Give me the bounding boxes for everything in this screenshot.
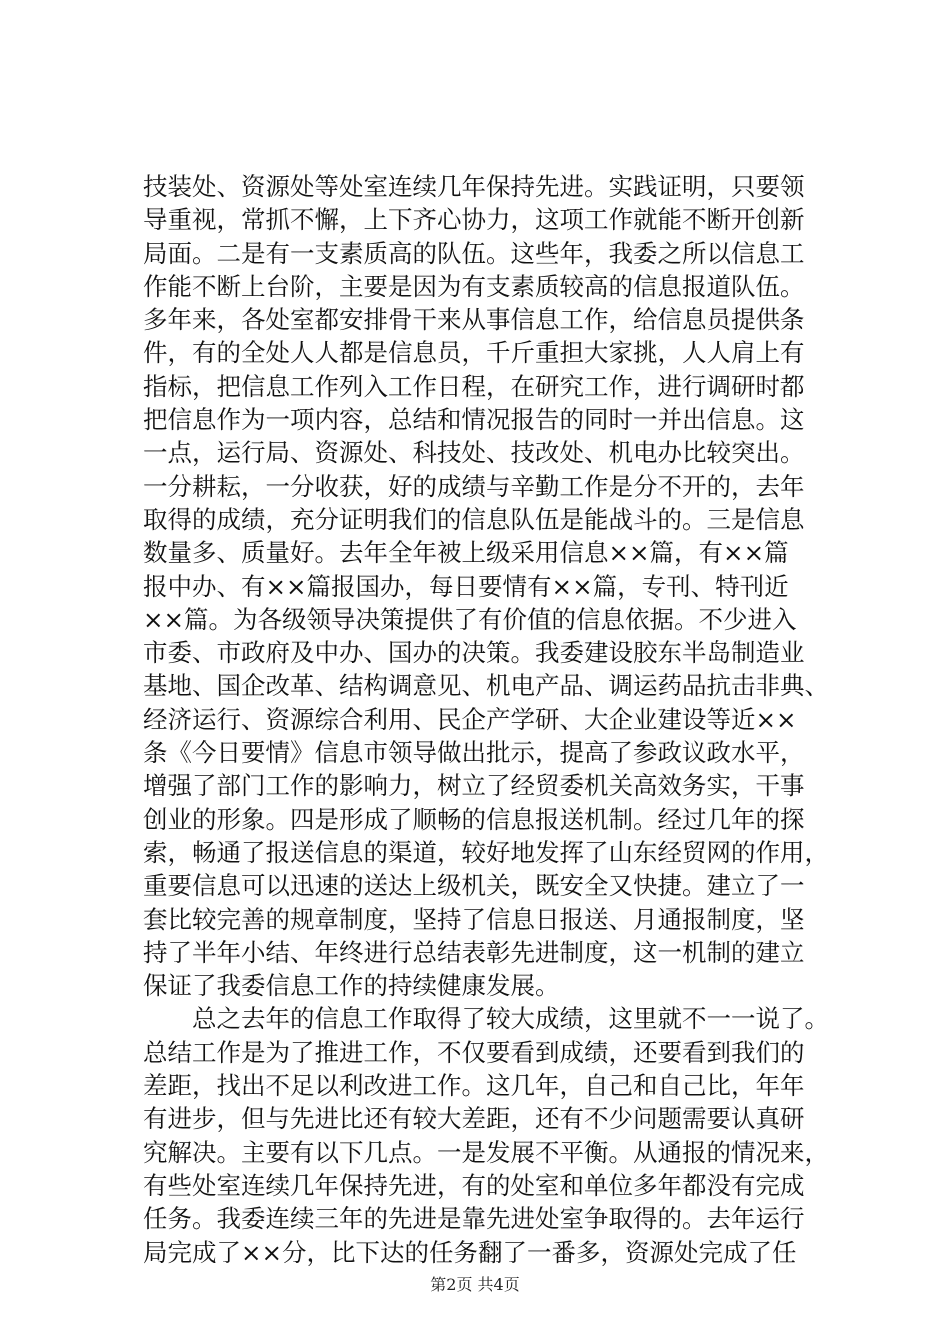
text-line: 数量多、质量好。去年全年被上级采用信息××篇，有××篇 [143,538,789,568]
text-line: 创业的形象。四是形成了顺畅的信息报送机制。经过几年的探 [143,804,805,834]
text-line: 技装处、资源处等处室连续几年保持先进。实践证明，只要领 [143,172,805,201]
text-line: 取得的成绩，充分证明我们的信息队伍是能战斗的。三是信息 [143,504,805,534]
text-line: 把信息作为一项内容，总结和情况报告的同时一并出信息。这 [143,405,805,435]
text-line: 套比较完善的规章制度，坚持了信息日报送、月通报制度，坚 [143,904,805,934]
text-line: 条《今日要情》信息市领导做出批示，提高了参政议政水平， [143,738,805,768]
text-line: 总之去年的信息工作取得了较大成绩，这里就不一一说了。 [143,1004,829,1034]
text-line: 经济运行、资源综合利用、民企产学研、大企业建设等近×× [143,704,797,734]
text-line: 索，畅通了报送信息的渠道，较好地发挥了山东经贸网的作用， [143,837,829,867]
text-line: 差距，找出不足以利改进工作。这几年，自己和自己比，年年 [143,1071,805,1101]
text-line: 件，有的全处人人都是信息员，千斤重担大家挑，人人肩上有 [143,338,805,368]
text-line: 有进步，但与先进比还有较大差距，还有不少问题需要认真研 [143,1104,805,1134]
text-line: 基地、国企改革、结构调意见、机电产品、调运药品抗击非典、 [143,671,829,701]
text-line: 一分耕耘，一分收获，好的成绩与辛勤工作是分不开的，去年 [143,471,805,501]
text-line: 一点，运行局、资源处、科技处、技改处、机电办比较突出。 [143,438,805,468]
text-line: 局面。二是有一支素质高的队伍。这些年，我委之所以信息工 [143,238,805,268]
text-line: 重要信息可以迅速的送达上级机关，既安全又快捷。建立了一 [143,871,805,901]
text-line: 市委、市政府及中办、国办的决策。我委建设胶东半岛制造业 [143,638,805,668]
text-line: 总结工作是为了推进工作，不仅要看到成绩，还要看到我们的 [143,1037,805,1067]
text-line: 增强了部门工作的影响力，树立了经贸委机关高效务实，干事 [143,771,805,801]
text-line: ××篇。为各级领导决策提供了有价值的信息依据。不少进入 [143,604,797,634]
text-line: 有些处室连续几年保持先进，有的处室和单位多年都没有完成 [143,1170,805,1200]
text-line: 持了半年小结、年终进行总结表彰先进制度，这一机制的建立 [143,937,805,967]
text-line: 究解决。主要有以下几点。一是发展不平衡。从通报的情况来， [143,1137,829,1167]
text-line: 指标，把信息工作列入工作日程，在研究工作，进行调研时都 [143,371,805,401]
text-line: 导重视，常抓不懈，上下齐心协力，这项工作就能不断开创新 [143,205,805,235]
document-body [143,170,833,1269]
text-line: 报中办、有××篇报国办，每日要情有××篇，专刊、特刊近 [143,571,789,601]
text-line: 任务。我委连续三年的先进是靠先进处室争取得的。去年运行 [143,1204,805,1234]
text-line: 保证了我委信息工作的持续健康发展。 [143,971,560,1001]
text-line: 局完成了××分，比下达的任务翻了一番多，资源处完成了任 [143,1237,797,1267]
text-line: 多年来，各处室都安排骨干来从事信息工作，给信息员提供条 [143,305,805,335]
page-footer: 第2页 共4页 [430,1275,520,1294]
text-line: 作能不断上台阶，主要是因为有支素质较高的信息报道队伍。 [143,271,805,301]
